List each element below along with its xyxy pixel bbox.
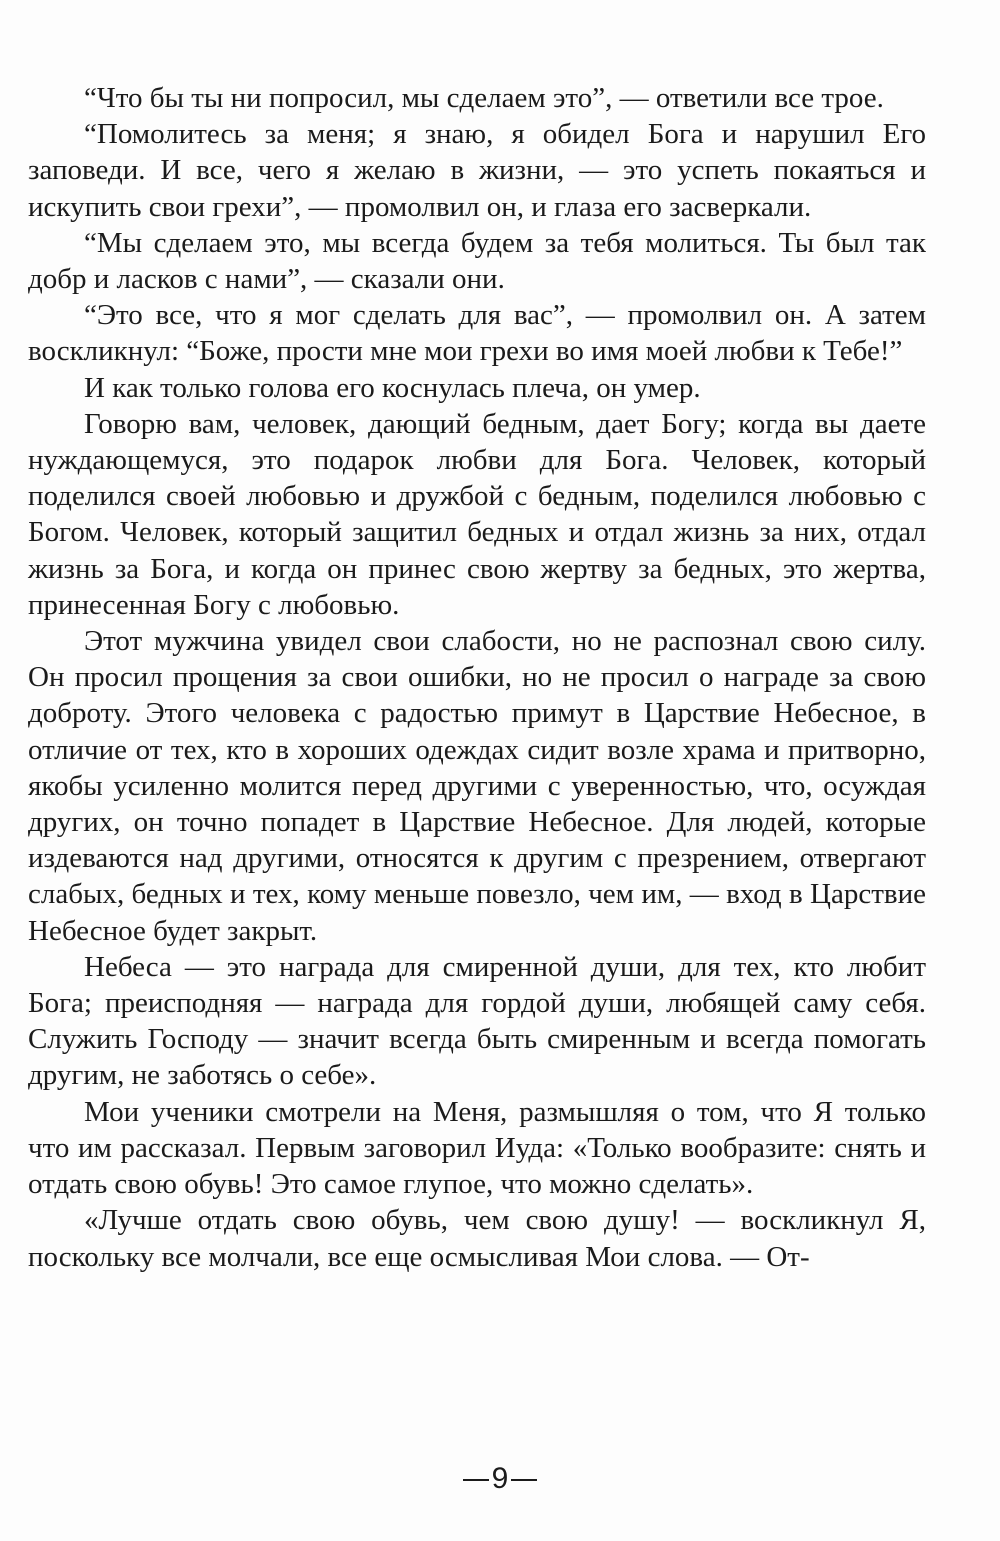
paragraph: “Мы сделаем это, мы всегда будем за тебя молиться. Ты был так добр и ласков с нами”, — сказали они. bbox=[28, 226, 926, 296]
body-text bbox=[28, 80, 926, 1275]
paragraph: “Что бы ты ни попросил, мы сделаем это”, — ответили все трое. bbox=[84, 82, 884, 114]
paragraph: Небеса — это награда для смиренной души, для тех, кто любит Бога; преисподняя — награда для гордой души, любящей саму себя. Служить Господу — значит всегда быть смиренным и всегда помогать другим, не заботясь о себе». bbox=[28, 950, 926, 1092]
paragraph: «Лучше отдать свою обувь, чем свою душу! — воскликнул Я, поскольку все молчали, все еще осмысливая Мои слова. — От- bbox=[28, 1204, 926, 1273]
dash-right bbox=[511, 1479, 537, 1481]
paragraph: “Помолитесь за меня; я знаю, я обидел Бога и нарушил Его заповеди. И все, чего я желаю в жизни, — это успеть покаяться и искупить свои грехи”, — промолвил он, и глаза его засверкали. bbox=[28, 118, 926, 223]
paragraph: Этот мужчина увидел свои слабости, но не распознал свою силу. Он просил прощения за свои ошибки, но не просил о награде за свою доброту. Этого человека с радостью примут в Царствие Небесное, в отличие от тех, кто в хороших одеждах сидит возле храма и притворно, якобы усиленно молится перед другими с уверенностью, что, осуждая других, он точно попадет в Царствие Небесное. Для людей, которые издеваются над другими, относятся к другим с презрением, отвергают слабых, бедных и тех, кому меньше повезло, чем им, — вход в Царствие Небесное будет закрыт. bbox=[28, 625, 926, 947]
dash-left bbox=[463, 1479, 489, 1481]
paragraph: Мои ученики смотрели на Меня, размышляя о том, что Я только что им рассказал. Первым заговорил Иуда: «Только вообразите: снять и отдать свою обувь! Это самое глупое, что можно сделать». bbox=[28, 1095, 926, 1201]
paragraph: Говорю вам, человек, дающий бедным, дает Богу; когда вы даете нуждающемуся, это подарок любви для Бога. Человек, который поделился своей любовью и дружбой с бедным, поделился любовью с Богом. Человек, который защитил бедных и отдал жизнь за них, отдал жизнь за Бога, и когда он принес свою жертву за бедных, это жертва, принесенная Богу с любовью. bbox=[28, 407, 926, 621]
page-number: 9 bbox=[491, 1462, 509, 1495]
paragraph: “Это все, что я мог сделать для вас”, — промолвил он. А затем воскликнул: “Боже, прости мне мои грехи во имя моей любви к Тебе!” bbox=[28, 299, 926, 368]
paragraph: И как только голова его коснулась плеча, он умер. bbox=[84, 371, 701, 404]
page-footer bbox=[0, 1462, 1000, 1496]
